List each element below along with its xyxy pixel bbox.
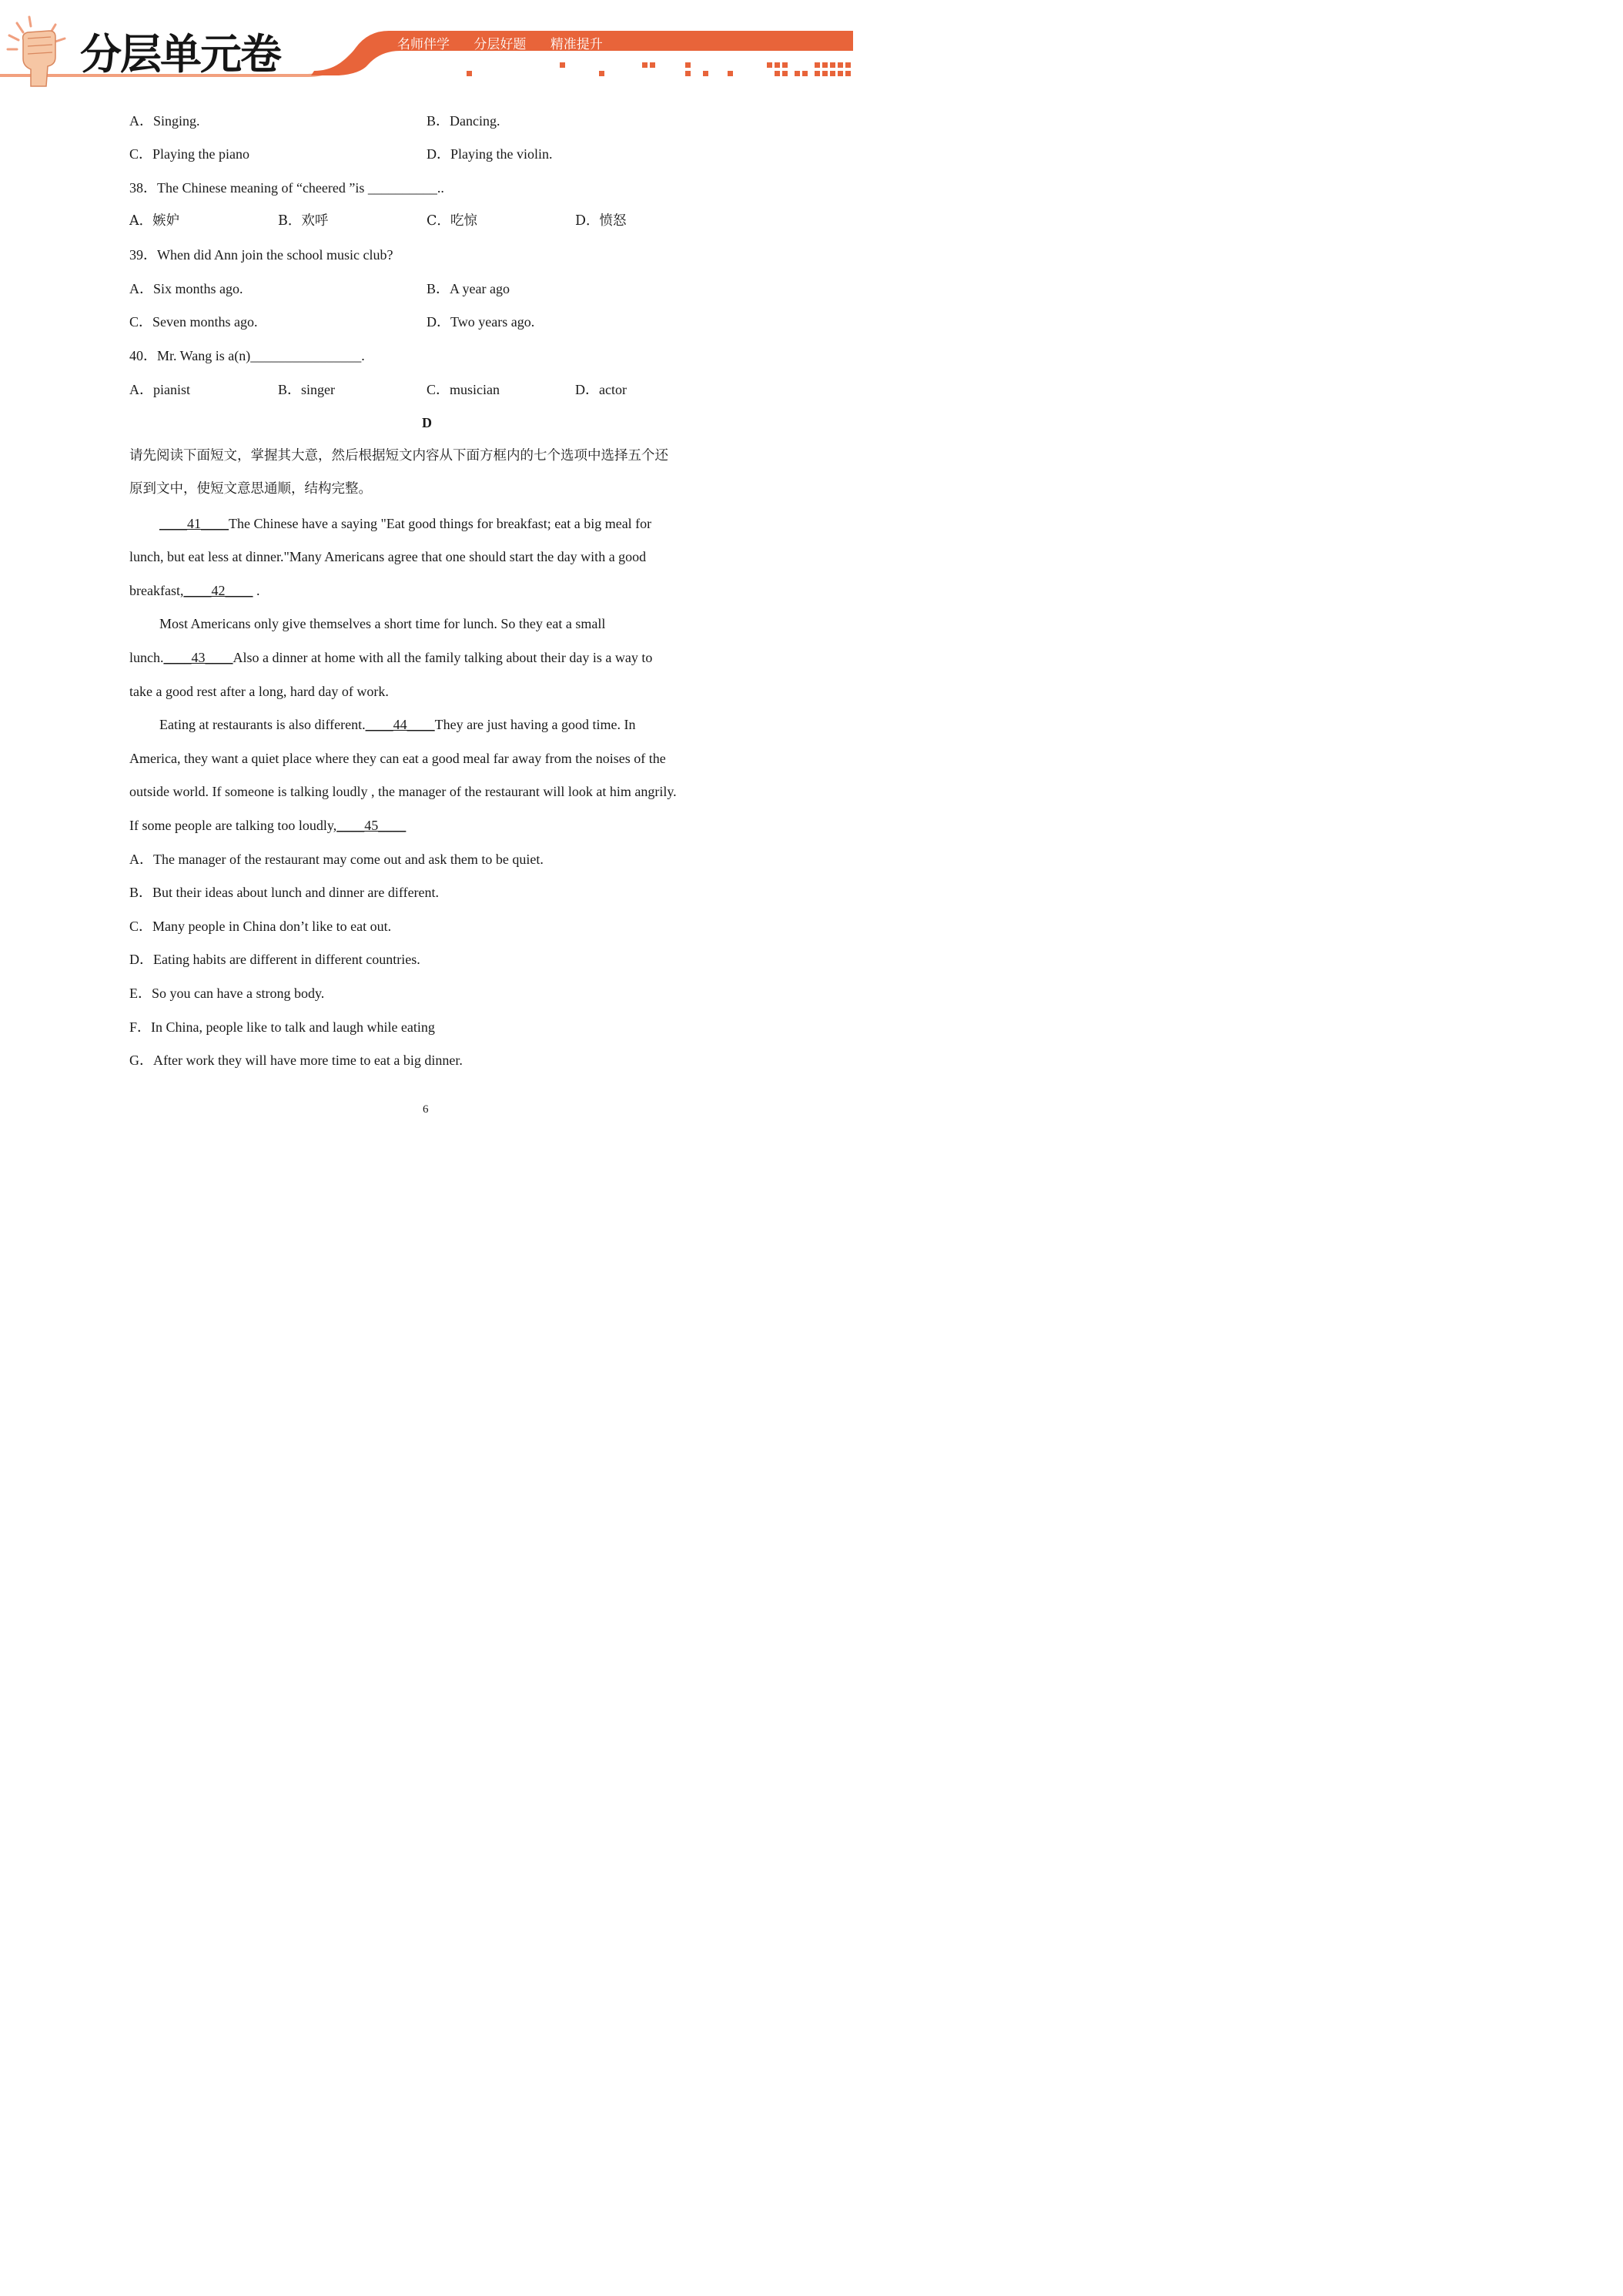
option-a: A．The manager of the restaurant may come out and ask them to be quiet. [129,852,544,867]
blank-43: ____43____ [163,650,233,665]
q40-option-b: B．singer [278,382,335,397]
passage-p2-line-3: take a good rest after a long, hard day of work. [129,684,389,699]
passage-text: . [253,583,260,598]
blank-42: ____42____ [183,583,253,598]
brand-title: 分层单元卷 [80,30,280,79]
blank-44: ____44____ [365,717,435,732]
passage-text: The Chinese have a saying "Eat good things for breakfast; eat a big meal for [229,516,652,531]
q39-option-b: B．A year ago [427,281,510,296]
passage-text: Also a dinner at home with all the family talking about their day is a way to [233,650,653,665]
page-number: 6 [423,1103,429,1116]
decorative-squares [467,62,851,76]
q37-option-d: D．Playing the violin. [427,146,553,162]
q37-option-c: C．Playing the piano [129,146,249,162]
passage-text: breakfast, [129,583,184,598]
q38-stem: 38．The Chinese meaning of “cheered ”is __________.. [129,180,444,196]
q37-option-a: A．Singing. [129,113,200,129]
section-heading: D [422,415,432,430]
slogan-3: 精准提升 [550,37,603,52]
blank-41: ____41____ [159,516,229,531]
q37-option-b: B．Dancing. [427,113,500,129]
passage-p1-line-3 [129,581,259,600]
q40-stem: 40．Mr. Wang is a(n)________________. [129,348,365,363]
passage-p3-line-3: outside world. If someone is talking loudly , the manager of the restaurant will look at him angrily. [129,784,677,799]
q38-option-a: A．嫉妒 [129,213,180,229]
passage-p3-line-2: America, they want a quiet place where they can eat a good meal far away from the noises of the [129,751,666,766]
q40-option-d: D．actor [575,382,627,397]
option-e: E．So you can have a strong body. [129,986,325,1001]
passage-p2-line-1: Most Americans only give themselves a short time for lunch. So they eat a small [159,616,606,631]
q40-option-a: A．pianist [129,382,190,397]
q38-option-d: D．愤怒 [575,213,627,229]
instructions-line-1: 请先阅读下面短文，掌握其大意，然后根据短文内容从下面方框内的七个选项中选择五个还 [129,448,668,464]
q39-stem: 39．When did Ann join the school music club? [129,247,393,263]
passage-p2-line-2 [129,648,652,667]
q39-option-c: C．Seven months ago. [129,314,258,330]
option-d: D．Eating habits are different in different countries. [129,952,420,967]
passage-p1-line-2: lunch, but eat less at dinner."Many Americans agree that one should start the day with a good [129,549,647,564]
header-slogan [397,33,603,52]
passage-text: If some people are talking too loudly, [129,818,337,833]
q38-option-b: B．欢呼 [278,213,329,229]
q39-option-a: A．Six months ago. [129,281,243,296]
option-b: B．But their ideas about lunch and dinner are different. [129,885,440,900]
passage-text: They are just having a good time. In [434,717,636,732]
passage-text: lunch. [129,650,164,665]
option-f: F．In China, people like to talk and laugh while eating [129,1019,435,1035]
option-g: G．After work they will have more time to eat a big dinner. [129,1053,463,1068]
slogan-1: 名师伴学 [397,37,450,52]
blank-45: ____45____ [336,818,407,833]
passage-p3-line-4 [129,816,406,835]
option-c: C．Many people in China don’t like to eat out. [129,919,392,934]
slogan-2: 分层好题 [474,37,527,52]
q38-option-c: C．吃惊 [427,213,477,229]
q39-option-d: D．Two years ago. [427,314,535,330]
page-header [0,0,853,92]
passage-p3-line-1 [159,715,636,734]
passage-text: Eating at restaurants is also different. [159,717,366,732]
instructions-line-2: 原到文中，使短文意思通顺，结构完整。 [129,481,372,497]
passage-p1-line-1 [159,514,651,533]
q40-option-c: C．musician [427,382,500,397]
